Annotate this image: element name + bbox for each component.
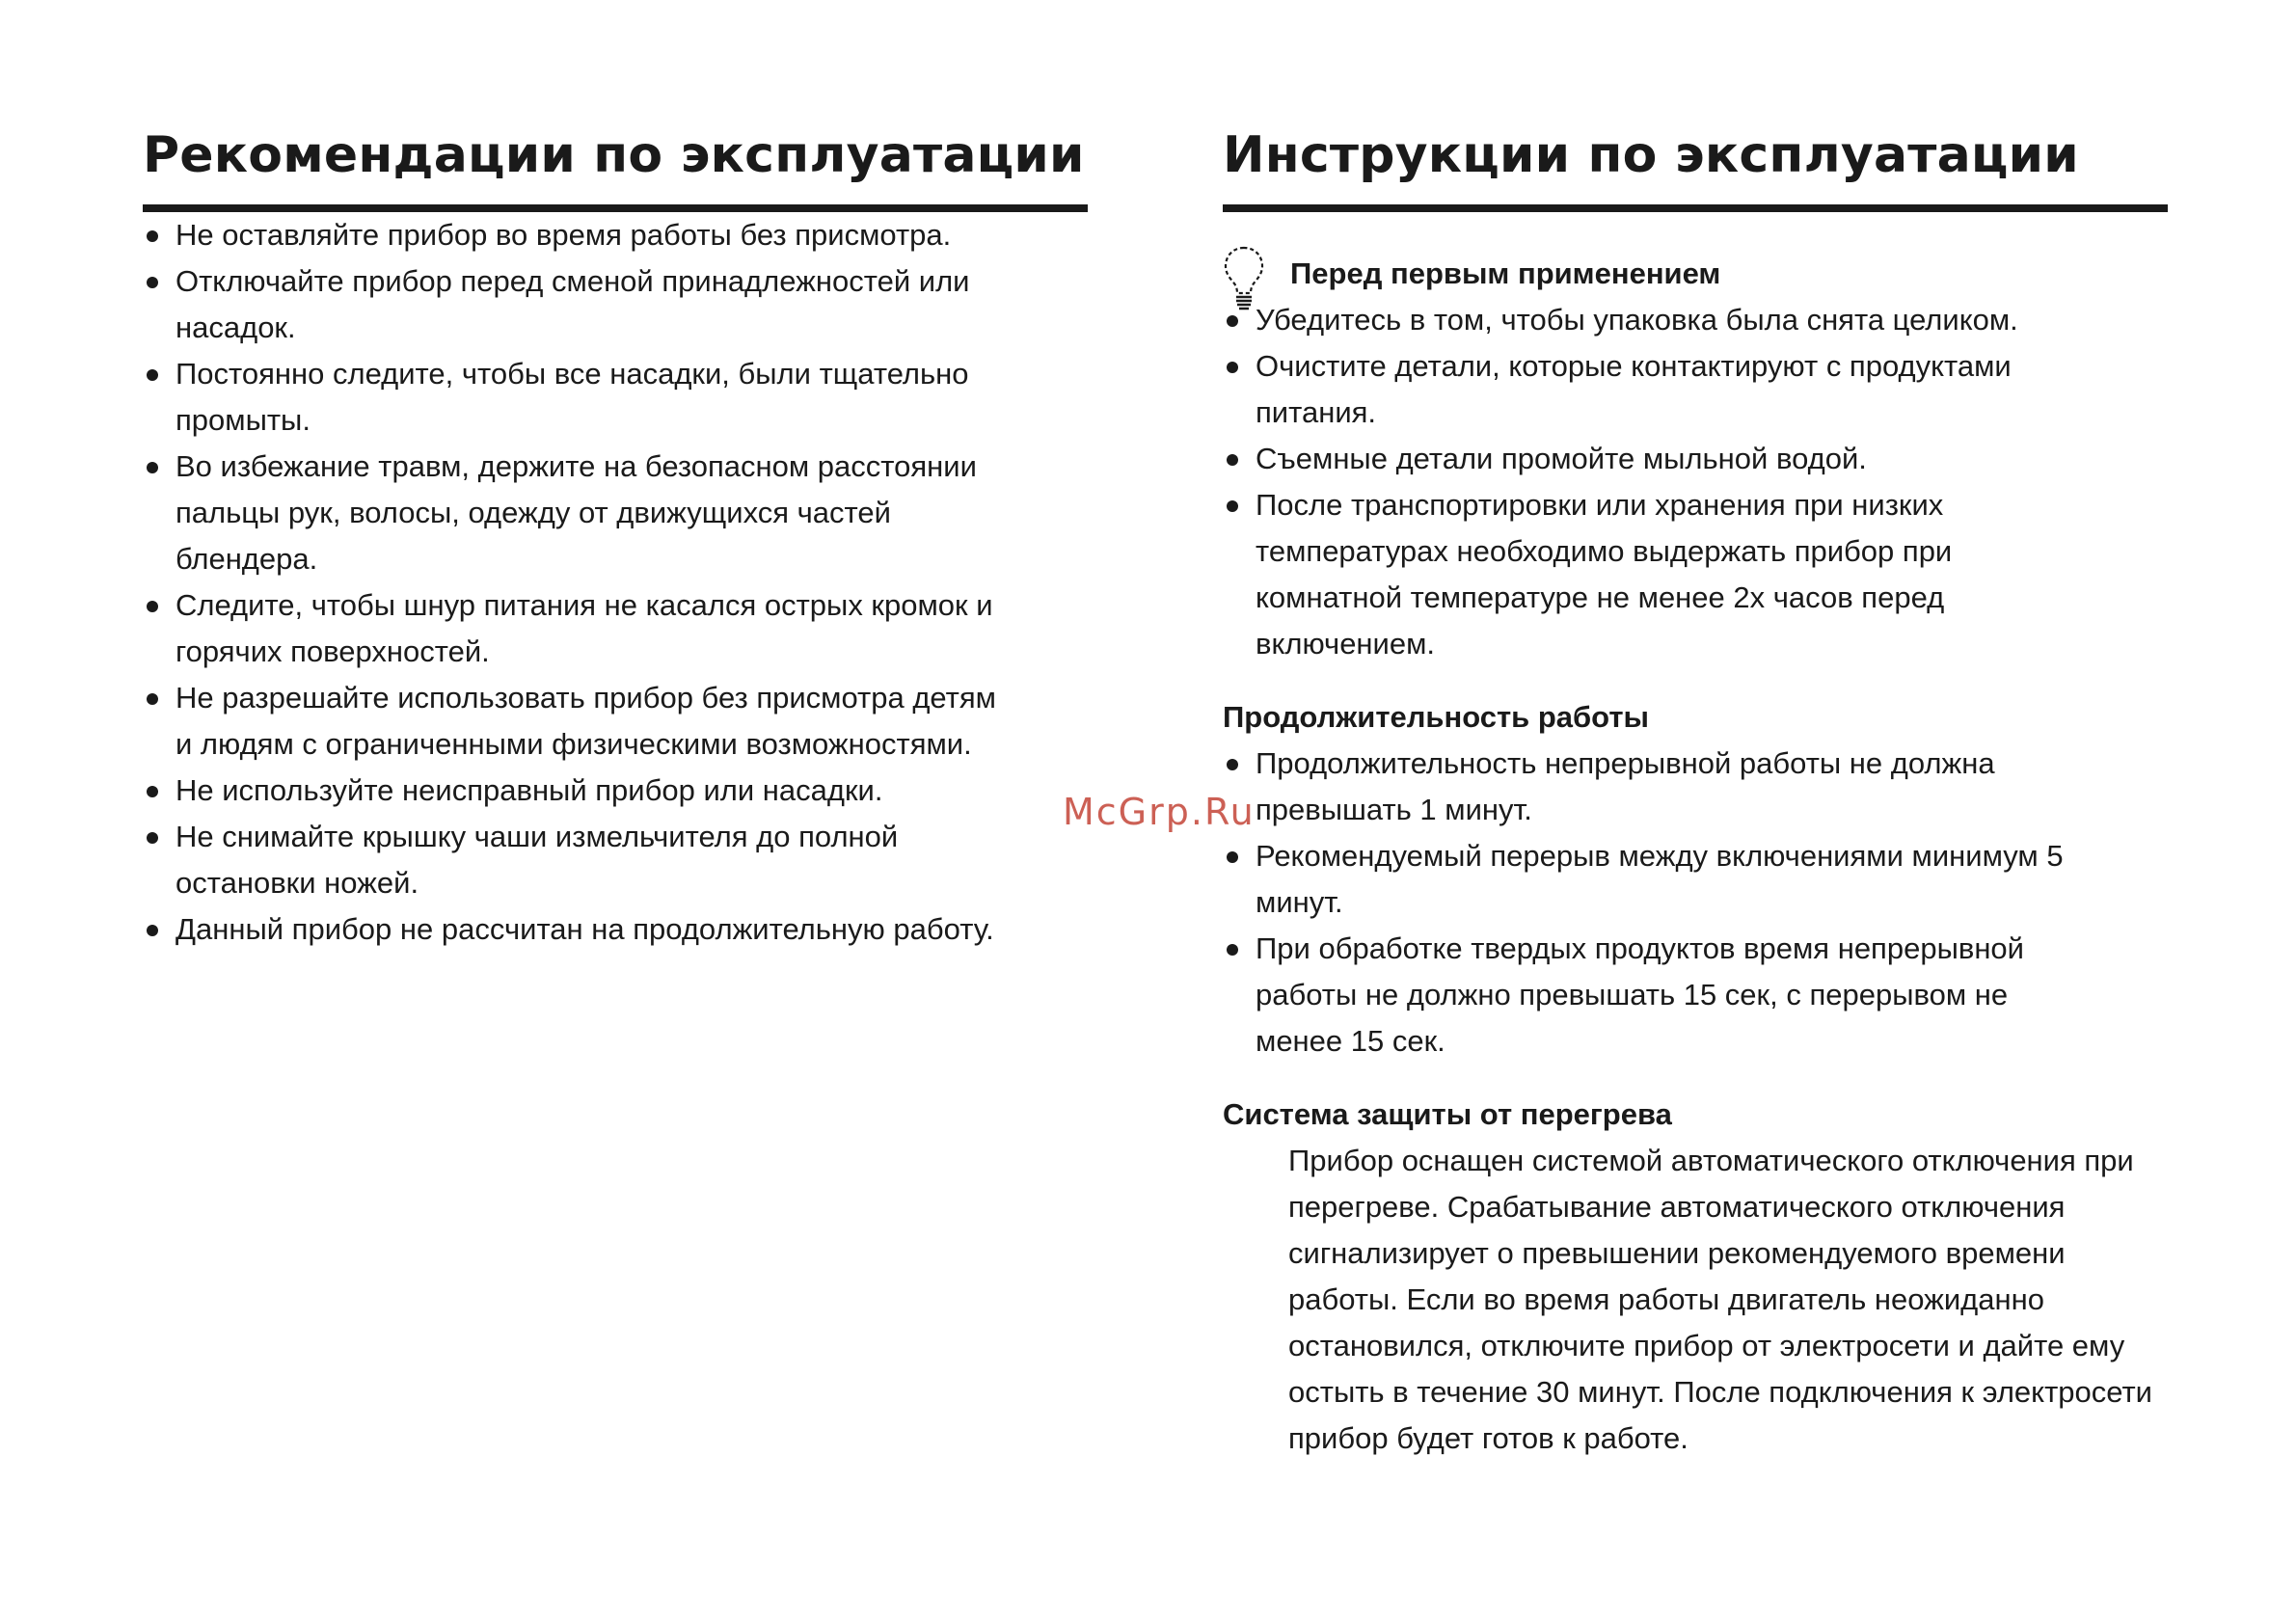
left-title-rule: [143, 204, 1088, 212]
list-item: Отключайте прибор перед сменой принадлежностей или насадок.: [143, 258, 1011, 351]
before-first-use-list: [1223, 297, 2091, 667]
list-item: Не снимайте крышку чаши измельчителя до полной остановки ножей.: [143, 814, 1011, 906]
section-heading: Система защиты от перегрева: [1223, 1097, 1672, 1132]
section-operating-time: [1223, 694, 2168, 1065]
list-item: Не разрешайте использовать прибор без присмотра детям и людям с ограниченными физическими возможностями.: [143, 675, 1011, 768]
operating-time-list: [1223, 741, 2091, 1065]
list-item: Рекомендуемый перерыв между включениями минимум 5 минут.: [1223, 833, 2091, 926]
watermark: McGrp.Ru: [1063, 791, 1256, 833]
right-title-rule: [1223, 204, 2168, 212]
overheat-paragraph: Прибор оснащен системой автоматического отключения при перегреве. Срабатывание автоматического отключения сигнализирует о превышении рекомендуемого времени работы. Если во время работы двигатель неожиданно остановился, отключите прибор от электросети и дайте ему остыть в течение 30 минут. После подключения к электросети прибор будет готов к работе.: [1288, 1144, 2152, 1456]
list-item: Во избежание травм, держите на безопасном расстоянии пальцы рук, волосы, одежду от движущихся частей блендера.: [143, 444, 1011, 582]
list-item: Съемные детали промойте мыльной водой.: [1223, 436, 2091, 482]
right-column: [1223, 125, 2168, 1462]
left-title: Рекомендации по эксплуатации: [143, 126, 1085, 184]
list-item: При обработке твердых продуктов время непрерывной работы не должно превышать 15 сек, с перерывом не менее 15 сек.: [1223, 926, 2091, 1065]
list-item: Убедитесь в том, чтобы упаковка была снята целиком.: [1223, 297, 2091, 343]
recommendations-list: [143, 212, 1011, 953]
list-item: Следите, чтобы шнур питания не касался острых кромок и горячих поверхностей.: [143, 582, 1011, 675]
list-item: После транспортировки или хранения при низких температурах необходимо выдержать прибор при комнатной температуре не менее 2х часов перед включением.: [1223, 482, 2091, 667]
list-item: Постоянно следите, чтобы все насадки, были тщательно промыты.: [143, 351, 1011, 444]
list-item: Продолжительность непрерывной работы не должна превышать 1 минут.: [1223, 741, 2091, 833]
list-item: Не используйте неисправный прибор или насадки.: [143, 768, 1011, 814]
right-title: Инструкции по эксплуатации: [1223, 126, 2079, 184]
section-overheat-protection: [1223, 1092, 2168, 1462]
section-before-first-use: [1223, 251, 2168, 667]
section-heading: Продолжительность работы: [1223, 700, 1649, 735]
list-item: Очистите детали, которые контактируют с продуктами питания.: [1223, 343, 2091, 436]
list-item: Не оставляйте прибор во время работы без присмотра.: [143, 212, 1011, 258]
section-heading: Перед первым применением: [1290, 256, 1721, 291]
left-column: [143, 125, 1088, 953]
list-item: Данный прибор не рассчитан на продолжительную работу.: [143, 906, 1011, 953]
